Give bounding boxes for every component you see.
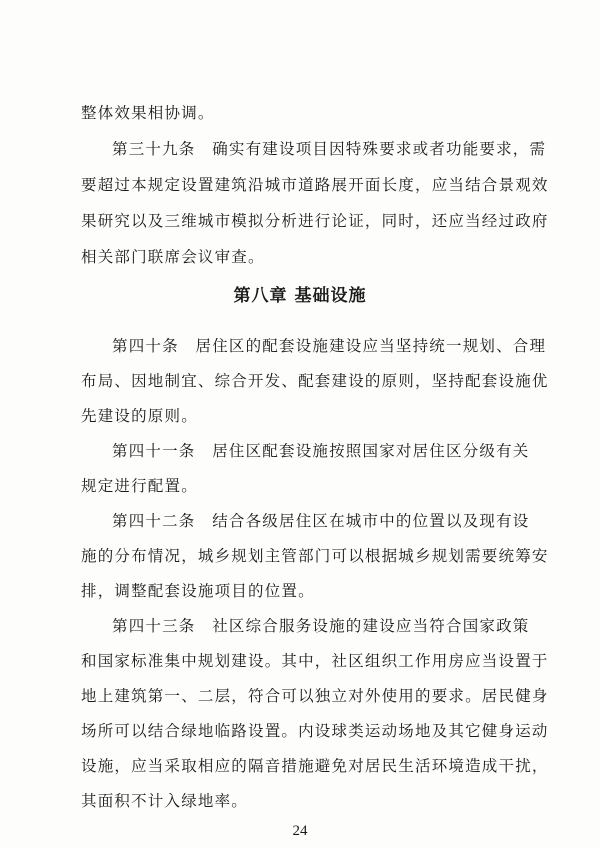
paragraph-line: 相关部门联席会议审查。 bbox=[81, 248, 265, 266]
paragraph-line: 先建设的原则。 bbox=[81, 407, 198, 425]
paragraph-line: 规定进行配置。 bbox=[81, 477, 198, 495]
paragraph-line: 第四十条 居住区的配套设施建设应当坚持统一规划、合理 bbox=[112, 337, 547, 355]
paragraph-line: 施的分布情况，城乡规划主管部门可以根据城乡规划需要统筹安 bbox=[81, 547, 549, 565]
paragraph-line: 场所可以结合绿地临路设置。内设球类运动场地及其它健身运动 bbox=[81, 722, 549, 740]
paragraph-line: 第四十一条 居住区配套设施按照国家对居住区分级有关 bbox=[112, 442, 530, 460]
paragraph-line: 布局、因地制宜、综合开发、配套建设的原则，坚持配套设施优 bbox=[81, 372, 549, 390]
paragraph-line: 设施，应当采取相应的隔音措施避免对居民生活环境造成干扰， bbox=[81, 757, 549, 775]
chapter-heading: 第八章 基础设施 bbox=[233, 286, 367, 306]
paragraph-line: 和国家标准集中规划建设。其中，社区组织工作用房应当设置于 bbox=[81, 652, 549, 670]
paragraph-line: 整体效果相协调。 bbox=[81, 104, 215, 122]
paragraph-line: 第三十九条 确实有建设项目因特殊要求或者功能要求，需 bbox=[112, 140, 547, 158]
paragraph-line: 排，调整配套设施项目的位置。 bbox=[81, 582, 315, 600]
paragraph-line: 地上建筑第一、二层，符合可以独立对外使用的要求。居民健身 bbox=[81, 687, 549, 705]
paragraph-line: 第四十二条 结合各级居住区在城市中的位置以及现有设 bbox=[112, 512, 530, 530]
paragraph-line: 要超过本规定设置建筑沿城市道路展开面长度，应当结合景观效 bbox=[81, 176, 549, 194]
paragraph-line: 第四十三条 社区综合服务设施的建设应当符合国家政策 bbox=[112, 617, 530, 635]
paragraph-line: 其面积不计入绿地率。 bbox=[81, 792, 249, 810]
paragraph-line: 果研究以及三维城市模拟分析进行论证，同时，还应当经过政府 bbox=[81, 212, 549, 230]
page-number: 24 bbox=[292, 823, 308, 839]
